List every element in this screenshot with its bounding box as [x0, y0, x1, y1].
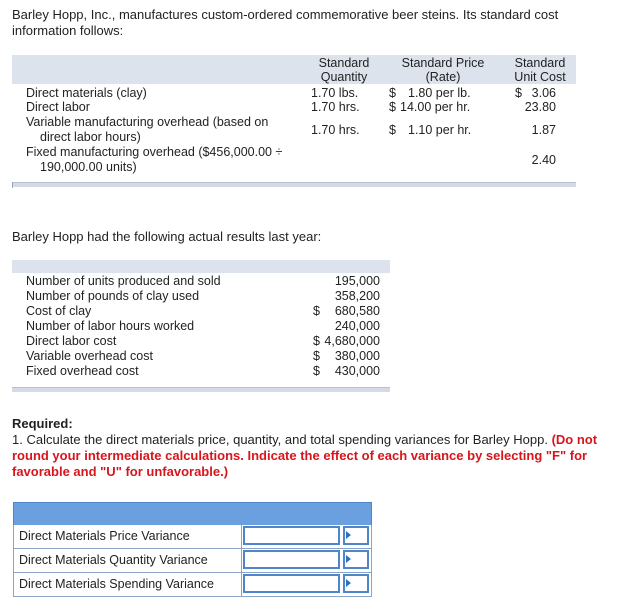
actual-label: Number of pounds of clay used: [26, 289, 200, 303]
actual-label: Number of units produced and sold: [26, 274, 221, 288]
actual-dollar: $: [313, 334, 320, 348]
std-row-cost: 23.80: [524, 100, 556, 114]
header-standard-unit-cost: [506, 56, 574, 84]
actual-label: Fixed overhead cost: [26, 364, 139, 378]
std-row-label: 190,000.00 units): [40, 160, 137, 174]
header-standard-quantity: [310, 56, 378, 84]
actual-value: 680,580: [334, 304, 380, 318]
std-row-price: 1.80 per lb.: [408, 86, 471, 100]
answer-row: [13, 549, 372, 573]
std-row-qty: 1.70 hrs.: [311, 100, 360, 114]
dropdown-arrow-icon: [346, 579, 351, 587]
header-text: Standard Price: [401, 56, 485, 70]
std-row-label: Direct materials (clay): [26, 86, 147, 100]
quantity-variance-effect-select[interactable]: [343, 550, 369, 569]
std-row-price-sym: $: [389, 86, 396, 100]
column-separator: [241, 549, 242, 572]
quantity-variance-amount-input[interactable]: [243, 550, 340, 569]
actual-value: 358,200: [334, 289, 380, 303]
required-instruction: (Do not round your intermediate calculations. Indicate the effect of each variance by selecting "F" for favorable and "U" for unfavorable.): [12, 432, 598, 479]
header-text: Standard: [514, 56, 566, 70]
std-row-price: 1.10 per hr.: [408, 123, 472, 137]
actual-label: Number of labor hours worked: [26, 319, 195, 333]
dropdown-arrow-icon: [346, 555, 351, 563]
std-row-label: Direct labor: [26, 100, 90, 114]
actual-bottom-rule: [12, 387, 390, 392]
answer-row-label: Direct Materials Quantity Variance: [19, 553, 208, 567]
std-row-label: Fixed manufacturing overhead ($456,000.00 ÷: [26, 145, 283, 159]
answer-table-header: [13, 502, 372, 526]
answer-row: [13, 573, 372, 597]
dropdown-arrow-icon: [346, 531, 351, 539]
std-row-cost: 2.40: [531, 153, 556, 167]
std-row-qty: 1.70 lbs.: [311, 86, 359, 100]
spending-variance-effect-select[interactable]: [343, 574, 369, 593]
required-text: 1. Calculate the direct materials price, quantity, and total spending variances for Barley Hopp.: [12, 432, 548, 447]
actual-results-intro: Barley Hopp had the following actual results last year:: [12, 229, 322, 244]
actual-value: 380,000: [334, 349, 380, 363]
std-row-cost: 3.06: [531, 86, 556, 100]
header-text: Unit Cost: [514, 70, 566, 84]
std-row-cost: 1.87: [531, 123, 556, 137]
actual-value: 4,680,000: [324, 334, 380, 348]
actual-dollar: $: [313, 349, 320, 363]
std-row-qty: 1.70 hrs.: [311, 123, 360, 137]
actual-label: Direct labor cost: [26, 334, 117, 348]
actual-value: 430,000: [334, 364, 380, 378]
std-row-cost-sym: $: [515, 86, 522, 100]
header-text: (Rate): [425, 70, 461, 84]
required-section: [12, 416, 616, 480]
rule-tick: [12, 182, 13, 188]
actual-value: 240,000: [334, 319, 380, 333]
price-variance-amount-input[interactable]: [243, 526, 340, 545]
column-separator: [241, 573, 242, 596]
answer-row-label: Direct Materials Price Variance: [19, 529, 190, 543]
actual-label: Cost of clay: [26, 304, 92, 318]
std-row-label: Variable manufacturing overhead (based on: [26, 115, 269, 129]
std-row-label: direct labor hours): [40, 130, 141, 144]
actual-label: Variable overhead cost: [26, 349, 153, 363]
actual-dollar: $: [313, 364, 320, 378]
std-row-price-sym: $: [389, 100, 396, 114]
std-row-price: 14.00 per hr.: [400, 100, 471, 114]
actual-dollar: $: [313, 304, 320, 318]
column-separator: [241, 525, 242, 548]
header-text: Quantity: [320, 70, 368, 84]
spending-variance-amount-input[interactable]: [243, 574, 340, 593]
header-text: Standard: [318, 56, 370, 70]
std-row-price-sym: $: [389, 123, 396, 137]
required-heading: Required:: [12, 416, 73, 431]
actual-value: 195,000: [334, 274, 380, 288]
price-variance-effect-select[interactable]: [343, 526, 369, 545]
answer-row-label: Direct Materials Spending Variance: [19, 577, 215, 591]
answer-row: [13, 525, 372, 549]
header-standard-price: [393, 56, 493, 84]
intro-text: Barley Hopp, Inc., manufactures custom-ordered commemorative beer steins. Its standard cost information follows:: [12, 7, 559, 38]
table-bottom-rule: [12, 182, 576, 187]
actual-header-band: [12, 260, 390, 273]
